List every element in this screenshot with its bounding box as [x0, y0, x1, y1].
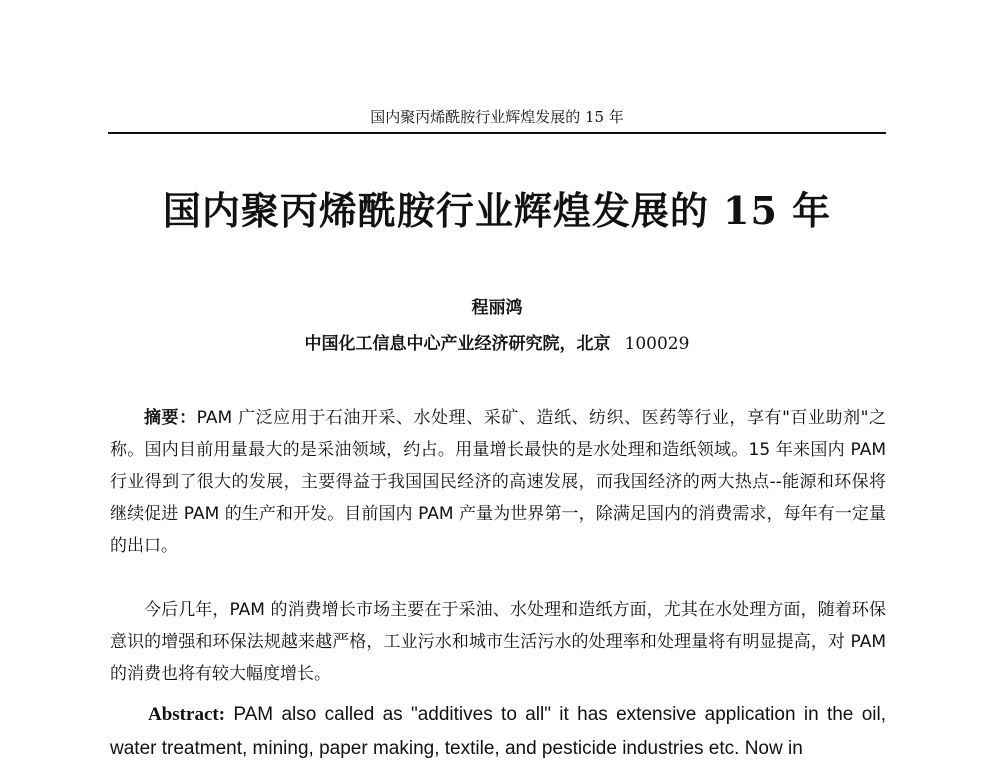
postcode: 100029: [624, 334, 690, 354]
abstract-english: [110, 698, 886, 766]
author-name: 程丽鸿: [471, 298, 523, 318]
affiliation: [108, 332, 886, 356]
running-header: 国内聚丙烯酰胺行业辉煌发展的 15 年: [370, 108, 624, 126]
abstract-label-zh: 摘要：: [144, 408, 197, 428]
abstract-chinese: [110, 402, 886, 562]
abstract-text-en: PAM also called as "additives to all" it has extensive application in the oil, water treatment, mining, paper making, textile, and pesticide industries etc. Now in: [110, 704, 886, 759]
abstract-text-zh: PAM 广泛应用于石油开采、水处理、采矿、造纸、纺织、医药等行业，享有"百业助剂"之称。国内目前用量最大的是采油领域，约占。用量增长最快的是水处理和造纸领域。15 年来国内 PAM 行业得到了很大的发展，主要得益于我国国民经济的高速发展，而我国经济的两大热点--能源和环保将继续促进 PAM 的生产和开发。目前国内 PAM 产量为世界第一，除满足国内的消费需求，每年有一定量的出口。: [110, 408, 886, 556]
article-title: 国内聚丙烯酰胺行业辉煌发展的 15 年: [162, 188, 832, 233]
paragraph-outlook: 今后几年，PAM 的消费增长市场主要在于采油、水处理和造纸方面，尤其在水处理方面，随着环保意识的增强和环保法规越来越严格，工业污水和城市生活污水的处理率和处理量将有明显提高，对 PAM 的消费也将有较大幅度增长。: [110, 600, 886, 684]
abstract-label-en: Abstract:: [148, 704, 226, 725]
header-rule: [108, 132, 886, 134]
affiliation-text: 中国化工信息中心产业经济研究院，北京: [304, 334, 611, 354]
